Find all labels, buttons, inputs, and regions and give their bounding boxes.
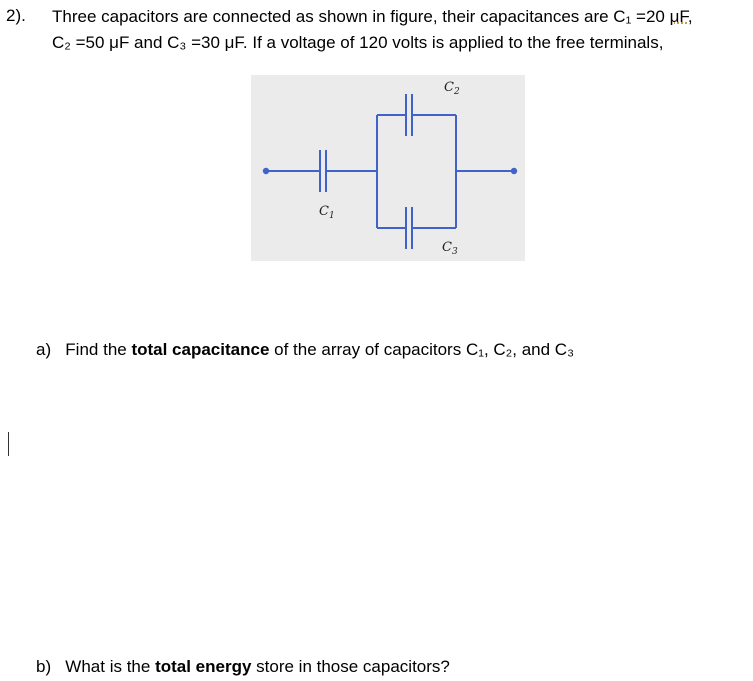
capacitor-circuit-figure — [251, 75, 525, 261]
part-a-before: Find the — [65, 340, 132, 359]
part-a — [36, 339, 574, 361]
terminal-left — [263, 168, 269, 174]
terminal-right — [511, 168, 517, 174]
part-a-prefix: a) — [36, 340, 52, 359]
part-a-bold: total capacitance — [131, 340, 270, 359]
text-cursor — [8, 432, 9, 456]
part-b — [36, 656, 450, 678]
circuit-diagram — [251, 75, 525, 261]
question-line-1-text: Three capacitors are connected as shown in figure, their capacitances are C₁ =20 — [52, 7, 670, 26]
question-number: 2). — [6, 6, 26, 25]
label-c3: $C_3$ — [442, 240, 458, 257]
label-c2: $C_2$ — [444, 80, 460, 97]
question-line-2: C₂ =50 μF and C₃ =30 μF. If a voltage of 120 volts is applied to the free terminals, — [52, 33, 664, 52]
part-b-after: store in those capacitors? — [251, 657, 450, 676]
part-b-prefix: b) — [36, 657, 52, 676]
question-line-1 — [52, 6, 693, 28]
part-b-before: What is the — [65, 657, 156, 676]
question-line-1-unit: μF, — [669, 7, 693, 26]
label-c1: $C_1$ — [319, 204, 335, 221]
part-a-after: of the array of capacitors C₁, C₂, and C₃ — [269, 340, 575, 359]
part-b-bold: total energy — [155, 657, 252, 676]
